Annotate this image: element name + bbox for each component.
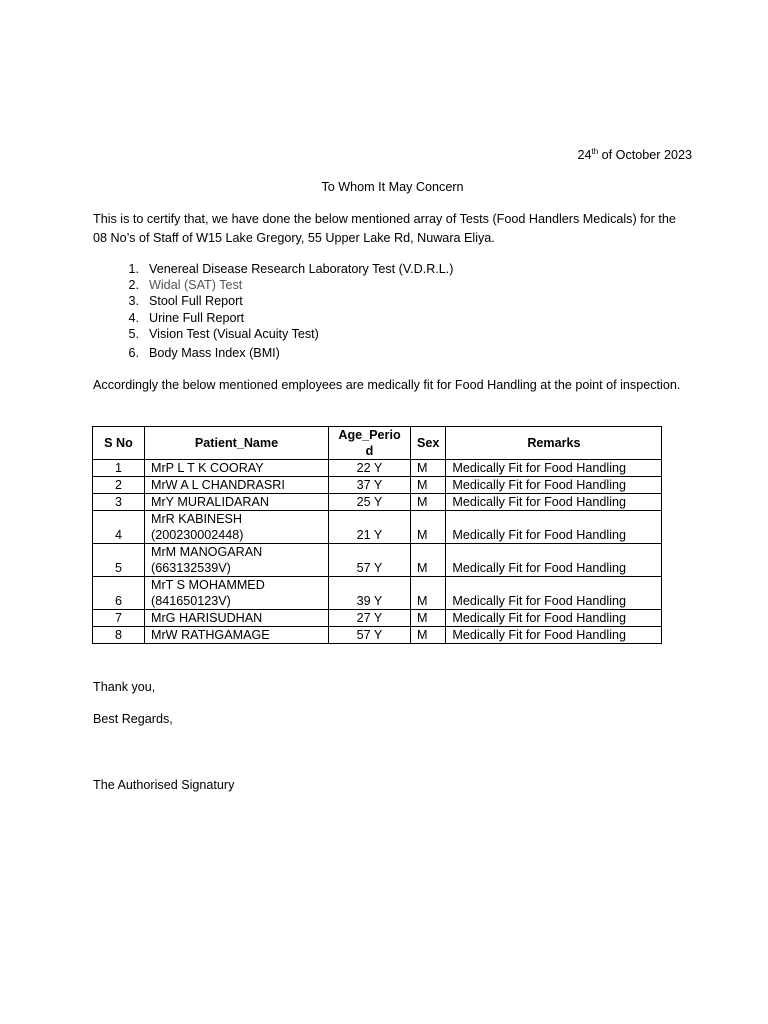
- fitness-statement: Accordingly the below mentioned employees are medically fit for Food Handling at the point of inspection.: [93, 378, 681, 392]
- table-row: 7 MrG HARISUDHAN 27 Y M Medically Fit for Food Handling: [93, 610, 662, 627]
- table-row: 1 MrP L T K COORAY 22 Y M Medically Fit for Food Handling: [93, 460, 662, 477]
- list-item: 2. Widal (SAT) Test: [128, 278, 243, 293]
- table-row: 2 MrW A L CHANDRASRI 37 Y M Medically Fit for Food Handling: [93, 477, 662, 494]
- header-patient-name: Patient_Name: [145, 427, 329, 460]
- header-age-period: Age_Perio d: [329, 427, 411, 460]
- date-rest: of October 2023: [598, 148, 692, 162]
- date-day: 24: [577, 148, 592, 162]
- header-sex: Sex: [411, 427, 446, 460]
- letter-heading: To Whom It May Concern: [321, 180, 464, 194]
- table-row: 6 MrT S MOHAMMED (841650123V) 39 Y M Medically Fit for Food Handling: [93, 577, 662, 610]
- table-row: 5 MrM MANOGARAN (663132539V) 57 Y M Medically Fit for Food Handling: [93, 544, 662, 577]
- intro-paragraph: This is to certify that, we have done the below mentioned array of Tests (Food Handlers Medicals) for the 08 No’s of Staff of W15 Lake Gregory, 55 Upper Lake Rd, Nuwara Eliya.: [93, 212, 676, 245]
- table-row: 4 MrR KABINESH (200230002448) 21 Y M Medically Fit for Food Handling: [93, 511, 662, 544]
- list-item: 4. Urine Full Report: [128, 310, 245, 325]
- closing-thanks: Thank you,: [93, 680, 156, 694]
- table-row: 8 MrW RATHGAMAGE 57 Y M Medically Fit for Food Handling: [93, 627, 662, 644]
- list-item: 3. Stool Full Report: [128, 294, 243, 309]
- header-remarks: Remarks: [446, 427, 662, 460]
- table-header-row: [93, 427, 662, 460]
- list-item: 1. Venereal Disease Research Laboratory Test (V.D.R.L.): [128, 262, 454, 276]
- date-suffix: th: [591, 146, 599, 156]
- signature-line: The Authorised Signatury: [93, 778, 235, 792]
- table-row: 3 MrY MURALIDARAN 25 Y M Medically Fit for Food Handling: [93, 494, 662, 511]
- list-item: 6. Body Mass Index (BMI): [128, 345, 280, 360]
- closing-regards: Best Regards,: [93, 712, 173, 726]
- list-item: 5. Vision Test (Visual Acuity Test): [128, 326, 319, 341]
- patients-table: [92, 426, 662, 644]
- tests-list: [93, 261, 454, 361]
- header-sno: S No: [93, 427, 145, 460]
- letter-date: [577, 148, 692, 162]
